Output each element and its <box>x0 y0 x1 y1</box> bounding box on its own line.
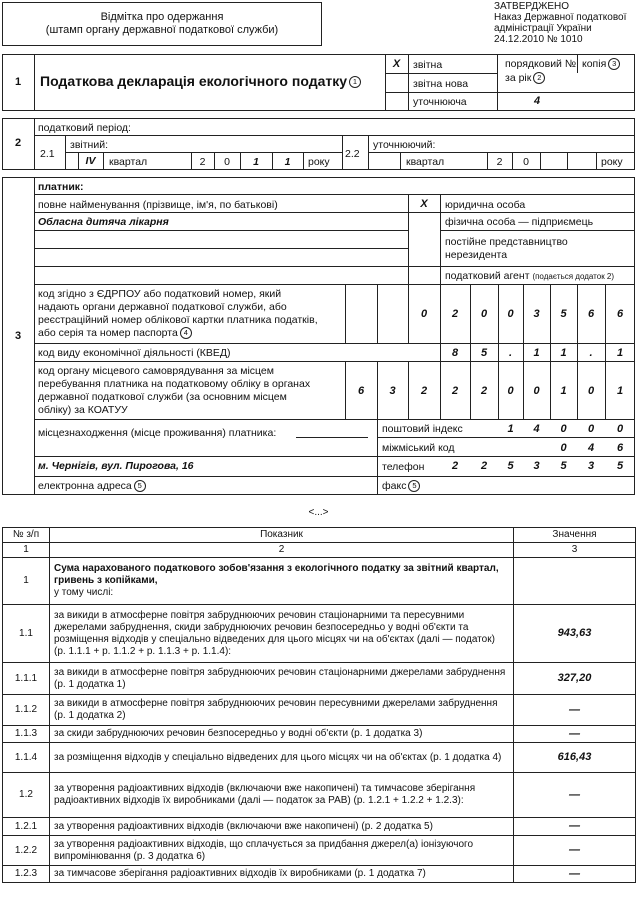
footnote-2-marker: 2 <box>533 72 545 84</box>
row-text: за утворення радіоактивних відходів, що сплачується за придбання джерел(а) іонізуючого випромінювання (р. 3 додатка 6) <box>50 836 514 866</box>
year-digit-2[interactable]: 0 <box>224 156 230 168</box>
row-text: за тимчасове зберігання радіоактивних відходів їх виробниками (р. 1 додатка 7) <box>50 866 514 883</box>
reporting-quarter-value[interactable]: IV <box>85 155 96 167</box>
row-text: за утворення радіоактивних відходів (включаючи вже накопичені) (р. 2 додатка 5) <box>50 818 514 836</box>
kved-dot-1: . <box>508 347 513 359</box>
row-text: за утворення радіоактивних відходів (включаючи вже накопичені) та тимчасове зберігання радіоактивних відходів їх виробниками (далі — податок за РАВ) (р. 1.2.1 + 1.2.2 + 1.2.3): <box>50 773 514 818</box>
section1-number: 1 <box>14 76 22 88</box>
edrpou-digit-3[interactable]: 0 <box>480 308 488 320</box>
edrpou-label-line4: або серія та номер паспорта 4 <box>38 327 192 339</box>
type-new-report: звітна нова <box>413 78 469 90</box>
postal-code-label: поштовий індекс <box>382 423 463 435</box>
phone-digit-5[interactable]: 5 <box>560 460 567 472</box>
clarifying-year-digit-2[interactable]: 0 <box>523 156 529 168</box>
indicators-table <box>2 527 636 883</box>
row-number: 1.2.3 <box>3 866 50 883</box>
postal-digit-4[interactable]: 0 <box>587 423 595 435</box>
row-number: 1.1.4 <box>3 743 50 773</box>
table-row <box>3 605 636 663</box>
legal-entity-mark[interactable]: X <box>420 198 428 210</box>
section3-number: 3 <box>14 330 22 342</box>
year-digit-3[interactable]: 1 <box>253 156 259 168</box>
edrpou-digit-1[interactable]: 0 <box>420 308 428 320</box>
stamp-title: Відмітка про одержання <box>100 11 224 23</box>
kved-digit-3[interactable]: 1 <box>533 347 540 359</box>
table-row <box>3 773 636 818</box>
phone-digit-7[interactable]: 5 <box>616 460 624 472</box>
postal-digit-2[interactable]: 4 <box>533 423 540 435</box>
postal-digit-5[interactable]: 0 <box>616 423 624 435</box>
kved-digit-4[interactable]: 1 <box>560 347 567 359</box>
edrpou-digit-2[interactable]: 2 <box>451 308 459 320</box>
payer-label: платник: <box>38 181 84 193</box>
stamp-subtitle: (штамп органу державної податкової служби) <box>45 24 279 36</box>
type-clarifying: уточнююча <box>413 96 467 108</box>
row-number: 1.2.1 <box>3 818 50 836</box>
approval-heading: ЗАТВЕРДЖЕНО <box>494 1 570 12</box>
row-value[interactable]: 327,20 <box>514 663 636 695</box>
intercity-digit-3[interactable]: 6 <box>616 442 624 454</box>
koatuu-label-line2: перебування платника на податковому обліку в органах <box>38 378 311 390</box>
footnote-1-marker: 1 <box>349 76 361 88</box>
table-row <box>3 663 636 695</box>
section2-number: 2 <box>14 137 22 149</box>
row-value[interactable] <box>514 558 636 605</box>
koatuu-label-line4: обліку) за КОАТУУ <box>38 404 128 416</box>
colnum-2: 2 <box>50 543 514 558</box>
fullname-label: повне найменування (прізвище, ім'я, по батькові) <box>38 199 278 211</box>
type-individual-entrepreneur: фізична особа — підприємець <box>445 216 594 228</box>
row-text: за викиди в атмосферне повітря забруднюючих речовин стаціонарними та пересувними джерелами забруднення, скиди забруднюючих речовин безпосередньо у водні об'єкти та розміщення відходів у спеціально відведених для цього місцях чи на об'єктах (далі — податок) (р. 1.1.1 + р. 1.1.2 + р. 1.1.3 + р. 1.1.4): <box>50 605 514 663</box>
postal-digit-1[interactable]: 1 <box>507 423 514 435</box>
row-number: 1.1.1 <box>3 663 50 695</box>
header-value: Значення <box>514 528 636 543</box>
location-label: місцезнаходження (місце проживання) платника: <box>38 427 277 439</box>
declaration-title: Податкова декларація екологічного податку 1 <box>40 73 361 89</box>
postal-digit-3[interactable]: 0 <box>560 423 567 435</box>
phone-digit-6[interactable]: 3 <box>587 460 595 472</box>
edrpou-digit-8[interactable]: 6 <box>616 308 624 320</box>
table-row <box>3 726 636 743</box>
footnote-5-marker: 5 <box>134 480 146 492</box>
intercity-digit-1[interactable]: 0 <box>560 442 567 454</box>
colnum-1: 1 <box>3 543 50 558</box>
order-label: порядковий № за рік 2 <box>505 58 577 84</box>
copy-label: копія 3 <box>582 58 620 70</box>
row-value[interactable]: 616,43 <box>514 743 636 773</box>
type-nonresident: нерезидента <box>445 249 508 261</box>
location-underline <box>296 437 368 438</box>
footnote-3-marker: 3 <box>608 58 620 70</box>
row-value[interactable]: — <box>514 836 636 866</box>
row-value[interactable]: — <box>514 695 636 726</box>
header-indicator: Показник <box>50 528 514 543</box>
row-text: Сума нарахованого податкового зобов'язання з екологічного податку за звітний квартал, гривень з копійками, у тому числі: <box>50 558 514 605</box>
table-row <box>3 866 636 883</box>
edrpou-digit-4[interactable]: 0 <box>507 308 514 320</box>
kved-digit-5[interactable]: 1 <box>616 347 624 359</box>
footnote-4-marker: 4 <box>180 327 192 339</box>
edrpou-label-line1: код згідно з ЄДРПОУ або податковий номер, який <box>38 288 282 300</box>
type-legal-entity: юридична особа <box>445 199 526 211</box>
reporting-quarter-label: квартал <box>109 156 148 168</box>
clarifying-year-digit-1[interactable]: 2 <box>496 156 503 168</box>
row-value[interactable]: — <box>514 726 636 743</box>
phone-digit-4[interactable]: 3 <box>533 460 540 472</box>
address-value[interactable]: м. Чернігів, вул. Пирогова, 16 <box>38 460 194 472</box>
fax-label: факс 5 <box>382 480 420 492</box>
row-text: за викиди в атмосферне повітря забруднюючих речовин пересувними джерелами забруднення (р. 1 додатка 2) <box>50 695 514 726</box>
approval-authority: адміністрації України <box>494 23 592 34</box>
table-row <box>3 695 636 726</box>
approval-date: 24.12.2010 № 1010 <box>494 34 583 45</box>
phone-digit-2[interactable]: 2 <box>480 460 488 472</box>
intercity-digit-2[interactable]: 4 <box>587 442 595 454</box>
phone-label: телефон <box>382 461 425 473</box>
reporting-year-label: року <box>308 156 330 168</box>
type-permanent-representation: постійне представництво <box>445 236 568 248</box>
row-text: за викиди в атмосферне повітря забруднюючих речовин стаціонарними джерелами забруднення (р. 1 додатка 1) <box>50 663 514 695</box>
table-row <box>3 836 636 866</box>
clarifying-label: уточнюючий: <box>373 139 436 151</box>
table-row <box>3 558 636 605</box>
row-number: 1.1.3 <box>3 726 50 743</box>
reporting-label: звітний: <box>70 139 108 151</box>
year-digit-1[interactable]: 2 <box>199 156 206 168</box>
email-label: електронна адреса 5 <box>38 480 146 492</box>
edrpou-label-line3: реєстраційний номер облікової картки платника податків, <box>38 314 318 326</box>
intercity-code-label: міжміський код <box>382 442 455 454</box>
koatuu-digit-5[interactable]: 2 <box>480 385 488 397</box>
koatuu-label-line3: державної податкової служби (за основним місцем <box>38 391 287 403</box>
approval-order: Наказ Державної податкової <box>494 12 627 23</box>
phone-digit-1[interactable]: 2 <box>451 460 459 472</box>
edrpou-digit-5[interactable]: 3 <box>533 308 540 320</box>
kved-dot-2: . <box>589 347 593 359</box>
koatuu-digit-8[interactable]: 1 <box>560 385 567 397</box>
koatuu-digit-9[interactable]: 0 <box>587 385 595 397</box>
koatuu-label-line1: код органу місцевого самоврядування за місцем <box>38 365 274 377</box>
row-number: 1.2 <box>3 773 50 818</box>
row-number: 1 <box>3 558 50 605</box>
table-row <box>3 743 636 773</box>
tax-agent-note: (подається додаток 2) <box>532 272 615 281</box>
colnum-3: 3 <box>514 543 636 558</box>
row-value[interactable]: — <box>514 866 636 883</box>
footnote-5-marker-fax: 5 <box>408 480 420 492</box>
koatuu-digit-1[interactable]: 6 <box>357 385 365 397</box>
kved-digit-1[interactable]: 8 <box>451 347 459 359</box>
row-text: за розміщення відходів у спеціально відведених для цього місцях чи на об'єктах (р. 1 додатка 4) <box>50 743 514 773</box>
koatuu-digit-3[interactable]: 2 <box>420 385 428 397</box>
item-2-1-number: 2.1 <box>40 148 55 160</box>
omitted-content-marker: <...> <box>308 507 329 518</box>
row-value[interactable]: — <box>514 773 636 818</box>
koatuu-digit-10[interactable]: 1 <box>616 385 624 397</box>
edrpou-label-line2: надають органи державної податкової служби, або <box>38 301 287 313</box>
row-text: за скиди забруднюючих речовин безпосередньо у водні об'єкти (р. 1 додатка 3) <box>50 726 514 743</box>
row-number: 1.1 <box>3 605 50 663</box>
row-number: 1.1.2 <box>3 695 50 726</box>
year-digit-4[interactable]: 1 <box>284 156 291 168</box>
report-type-mark[interactable]: X <box>392 58 401 70</box>
clarifying-quarter-label: квартал <box>406 156 445 168</box>
row-number: 1.2.2 <box>3 836 50 866</box>
clarifying-year-label: року <box>601 156 623 168</box>
kved-digit-2[interactable]: 5 <box>480 347 488 359</box>
kved-label: код виду економічної діяльності (КВЕД) <box>38 347 231 359</box>
tax-period-label: податковий період: <box>38 122 131 134</box>
edrpou-digit-6[interactable]: 5 <box>560 308 567 320</box>
fullname-value[interactable]: Обласна дитяча лікарня <box>38 216 169 228</box>
koatuu-digit-4[interactable]: 2 <box>451 385 459 397</box>
koatuu-digit-7[interactable]: 0 <box>533 385 540 397</box>
edrpou-digit-7[interactable]: 6 <box>587 308 595 320</box>
row-value[interactable]: 943,63 <box>514 605 636 663</box>
order-number-value[interactable]: 4 <box>533 95 541 107</box>
phone-digit-3[interactable]: 5 <box>507 460 514 472</box>
table-row <box>3 818 636 836</box>
type-tax-agent: податковий агент (подається додаток 2) <box>445 270 615 282</box>
koatuu-digit-6[interactable]: 0 <box>507 385 514 397</box>
koatuu-digit-2[interactable]: 3 <box>389 385 396 397</box>
header-number: № з/п <box>3 528 50 543</box>
item-2-2-number: 2.2 <box>345 148 360 160</box>
row-value[interactable]: — <box>514 818 636 836</box>
type-report: звітна <box>413 59 443 71</box>
